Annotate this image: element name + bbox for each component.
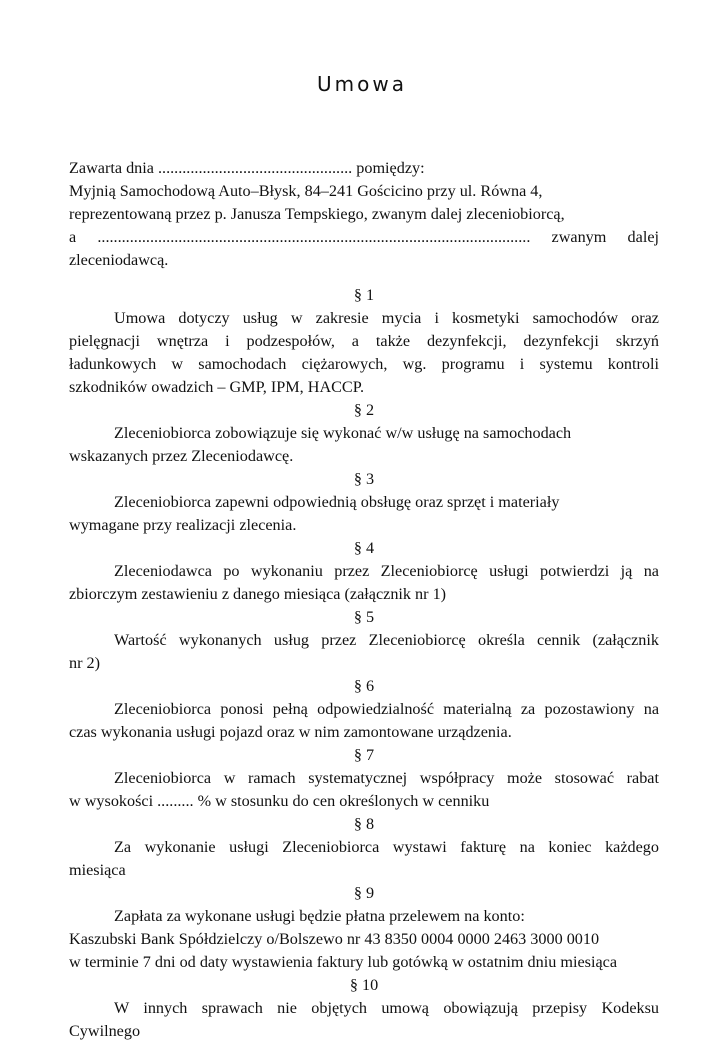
section-line: wskazanych przez Zleceniodawcę. <box>69 447 294 465</box>
section-sign: § 5 <box>353 608 375 626</box>
section-line: Zleceniodawca po wykonaniu przez Zleceniobiorcę usługi potwierdzi ją na <box>114 562 659 580</box>
section-sign: § 8 <box>353 815 375 833</box>
bank-account-line: Kaszubski Bank Spółdzielczy o/Bolszewo nr 43 8350 0004 0000 2463 3000 0010 <box>69 930 600 948</box>
section-line: szkodników owadzich – GMP, IPM, HACCP. <box>69 378 364 396</box>
section-line: wymagane przy realizacji zlecenia. <box>69 516 297 534</box>
section-line: czas wykonania usługi pojazd oraz w nim zamontowane urządzenia. <box>69 723 512 741</box>
intro-line: Zawarta dnia ................................................ pomiędzy: <box>69 159 425 177</box>
section-sign: § 7 <box>353 746 375 764</box>
section-sign: § 6 <box>353 677 375 695</box>
section-line: ładunkowych w samochodach ciężarowych, wg. programu i systemu kontroli <box>69 355 659 373</box>
intro-line: reprezentowaną przez p. Janusza Tempskiego, zwanym dalej zleceniobiorcą, <box>69 205 565 223</box>
document-body <box>69 157 659 1043</box>
section-line: Zleceniobiorca zapewni odpowiednią obsługę oraz sprzęt i materiały <box>114 493 560 511</box>
section-sign: § 10 <box>349 976 379 994</box>
section-line: Zleceniobiorca ponosi pełną odpowiedzialność materialną za pozostawiony na <box>114 700 659 718</box>
section-line: nr 2) <box>69 654 101 672</box>
section-sign: § 9 <box>353 884 375 902</box>
intro-line: Myjnią Samochodową Auto–Błysk, 84–241 Gościcino przy ul. Równa 4, <box>69 182 543 200</box>
section-line: pielęgnacji wnętrza i podzespołów, a także dezynfekcji, dezynfekcji skrzyń <box>69 332 659 350</box>
section-line: Wartość wykonanych usług przez Zleceniobiorcę określa cennik (załącznik <box>114 631 659 649</box>
section-line: w wysokości ......... % w stosunku do cen określonych w cenniku <box>69 792 490 810</box>
intro-line: a ........................................................................................................... zwanym dalej <box>69 228 659 246</box>
section-line: Zleceniobiorca zobowiązuje się wykonać w/w usługę na samochodach <box>114 424 572 442</box>
section-sign: § 2 <box>353 401 375 419</box>
section-line: Cywilnego <box>69 1022 141 1040</box>
section-sign: § 3 <box>353 470 375 488</box>
section-line: Za wykonanie usługi Zleceniobiorca wystawi fakturę na koniec każdego <box>114 838 659 856</box>
section-line: Zapłata za wykonane usługi będzie płatna przelewem na konto: <box>114 907 525 925</box>
section-line: W innych sprawach nie objętych umową obowiązują przepisy Kodeksu <box>114 999 659 1017</box>
section-line: zbiorczym zestawieniu z danego miesiąca (załącznik nr 1) <box>69 585 447 603</box>
section-sign: § 1 <box>353 286 375 304</box>
section-sign: § 4 <box>353 539 375 557</box>
intro-line: zleceniodawcą. <box>69 251 169 269</box>
spacer <box>69 272 659 284</box>
section-line: Umowa dotyczy usług w zakresie mycia i kosmetyki samochodów oraz <box>114 309 659 327</box>
document-title: Umowa <box>317 72 407 96</box>
section-line: miesiąca <box>69 861 126 879</box>
section-line: w terminie 7 dni od daty wystawienia faktury lub gotówką w ostatnim dniu miesiąca <box>69 953 618 971</box>
section-line: Zleceniobiorca w ramach systematycznej współpracy może stosować rabat <box>114 769 659 787</box>
